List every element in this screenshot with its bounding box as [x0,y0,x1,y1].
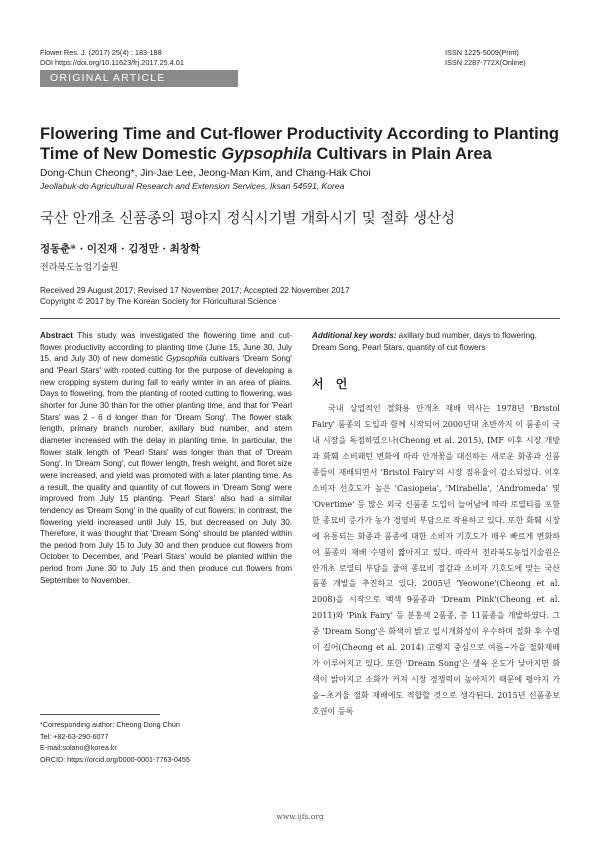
title-part-2: Cultivars in Plain Area [311,144,492,163]
korean-title: 국산 안개초 신품종의 평야지 정식시기별 개화시기 및 절화 생산성 [40,211,456,227]
issn-block [445,48,560,68]
doi-line[interactable]: DOI https://doi.org/10.11623/frj.2017.25.4.01 [40,58,184,67]
korean-authors: 정동춘* · 이진재 · 김정만 · 최창학 [40,243,201,255]
keywords-label: Additional key words: [312,331,397,340]
corresponding-author: *Corresponding author: Cheong Dong Chun [40,720,180,729]
abstract [40,330,292,586]
abstract-genus: Gypsophila [166,354,207,364]
author-list: Dong-Chun Cheong*, Jin-Jae Lee, Jeong-Man Kim, and Chang-Hak Choi [40,168,371,179]
abstract-label: Abstract [40,331,73,340]
email[interactable]: E-mail:solano@korea.kr [40,743,117,752]
section-heading-introduction: 서 언 [312,377,352,391]
journal-citation: Flower Res. J. (2017) 25(4) : 183-188 [40,48,162,57]
article-dates: Received 29 August 2017; Revised 17 November 2017; Accepted 22 November 2017 [40,286,350,295]
keywords [312,330,562,353]
korean-affiliation: 전라북도농업기술원 [40,263,119,273]
article-type-banner: ORIGINAL ARTICLE [40,70,238,87]
telephone: Tel: +82-63-290-6077 [40,731,109,741]
orcid[interactable]: ORCID: https://orcid.org/0000-0001-7763-0455 [40,754,190,764]
article-title [40,124,570,164]
abstract-text-a: This study was investigated the flowering time and cut-flower productivity according to planting time (June 15, June 30, July 15, and July 30) of new domestic [40,331,292,364]
header-divider [40,318,560,319]
issn-print: ISSN 1225-5009(Print) [445,48,519,57]
title-part-1: Flowering Time and Cut-flower Productivity According to Planting Time of New Domestic [40,124,560,163]
page-footer-url[interactable]: www.ijfs.org [276,812,324,821]
footnote-divider [40,714,160,715]
title-genus: Gypsophila [221,144,312,163]
issn-online: ISSN 2287-772X(Online) [445,58,526,67]
introduction-paragraph: 국내 상업적인 절화용 안개초 재배 역사는 1978년 'Bristol Fairy' 품종의 도입과 함께 시작되어 2000년대 초반까지 이 품종이 국내 시장을 독점하였으나(Cheong et al. 2015), IMF 이후 시장 개방과 화훼 소비패턴 변화에 따라 안개꽃을 대신하는 새로운 화종과 신품종들이 재배되면서 'Bristol Fairy'의 시장 점유율이 감소되었다. 이후 소비자 선호도가 높은 'Casiopeia', 'Mirabella', 'Andromeda' 및 'Overtime' 등 많은 외국 신품종 도입이 늘어남에 따라 로열티를 포함한 종묘비 증가가 농가 경영비 부담으로 작용하고 있다. 또한 화훼 시장에 유통되는 화종과 품종에 대한 소비자 기호도가 매우 빠르게 변화하여 품종의 재배 수명이 짧아지고 있다. 따라서 전라북도농업기술원은 안개초 로열티 부담을 줄여 종묘비 절감과 소비자 기호도에 맞는 국산 품종 개발을 추진하고 있다. 2005년 'Yeowone'(Cheong et al. 2008)을 시작으로 백색 9품종과 'Dream Pink'(Cheong et al. 2011)와 'Pink Fairy' 등 분홍색 2품종, 총 11품종을 개발하였다. 그 중 'Dream Song'은 화색이 밝고 일시개화성이 우수하며 절화 후 수명이 길어(Cheong et al. 2014) 고랭지 중심으로 여름~가을 절화재배가 이루어지고 있다. 또한 'Dream Song'은 생육 온도가 낮아지면 화색이 밝아지고 소화가 커져 시장 경쟁력이 높아지기 때문에 평야지 가을~초겨울 절화 재배에도 적합할 것으로 생각된다. 2015년 신품종보호권이 등록 [312,404,560,717]
keywords-text: axillary bud number, days to flowering, Dream Song, Pearl Stars, quantity of cut flowers [312,331,537,352]
abstract-text-b: cultivars 'Dream Song' and 'Pearl Stars' with rooted cutting for the purpose of developing a new cropping system during fall to early winter in an area of plains. Days to flowering, from the planting of rooted cutting to flowering, was shorter for June 30 than for the other planting time, and that for 'Pearl Stars' was 2 - 6 d longer than for 'Dream Song'. The flower stalk length, primary branch number, axillary bud number, and stem diameter increased with the delay in planting time. In particular, the flower stalk length of 'Pearl Stars' was longer than that of 'Dream Song'. In 'Dream Song', cut flower length, fresh weight, and floret size were increased, and yield was promoted with a later planting time. As a result, the quality and quantity of cut flowers in 'Dream Song' were improved from July 15 planting. 'Pearl Stars' also had a similar tendency as 'Dream Song' in the quality of cut flowers: in contrast, the flowering yield increased until July 15, but decreased on July 30. Therefore, it was thought that 'Dream Song' should be planted within the period from July 15 to July 30 and then produce cut flowers from October to December, and 'Pearl Stars' would be planted within the period from June 30 to July 15 and then produce cut flowers from September to November. [40,354,292,585]
corresponding-author-footnote [40,719,290,765]
copyright-line: Copyright © 2017 by The Korean Society for Floricultural Science [40,297,277,306]
affiliation: Jeollabuk-do Agricultural Research and Extension Services, Iksan 54591, Korea [40,181,345,191]
journal-header [40,48,184,68]
